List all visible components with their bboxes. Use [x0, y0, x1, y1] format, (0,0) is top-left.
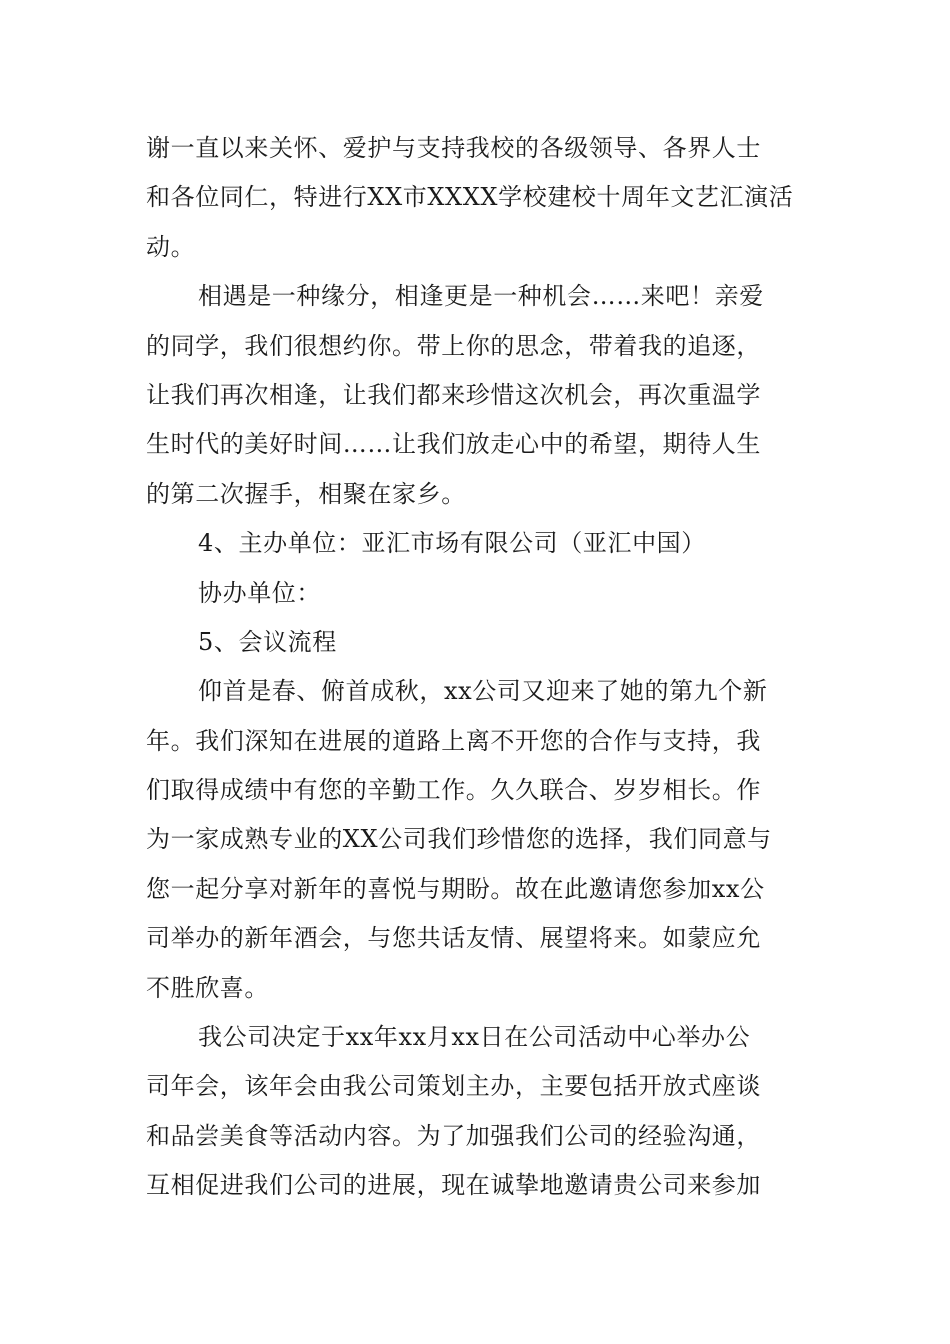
- text-line: 互相促进我们公司的进展，现在诚挚地邀请贵公司来参加: [146, 1171, 761, 1200]
- text-line: 让我们再次相逢，让我们都来珍惜这次机会，再次重温学: [146, 380, 761, 409]
- text-line: 为一家成熟专业的XX公司我们珍惜您的选择，我们同意与: [146, 825, 772, 854]
- text-line: 动。: [146, 232, 196, 261]
- paragraph-first-line: 仰首是春、俯首成秋，xx公司又迎来了她的第九个新: [198, 677, 768, 706]
- paragraph-first-line: 相遇是一种缘分，相逢更是一种机会……来吧！亲爱: [198, 282, 764, 311]
- text-line: 的同学，我们很想约你。带上你的思念，带着我的追逐，: [146, 331, 761, 360]
- organizer-line: 4、主办单位：亚汇市场有限公司（亚汇中国）: [198, 529, 706, 558]
- text-line: 不胜欣喜。: [146, 973, 269, 1002]
- text-line: 年。我们深知在进展的道路上离不开您的合作与支持，我: [146, 726, 761, 755]
- text-line: 的第二次握手，相聚在家乡。: [146, 479, 466, 508]
- text-line: 和各位同仁，特进行XX市XXXX学校建校十周年文艺汇演活: [146, 183, 794, 212]
- text-line: 司举办的新年酒会，与您共话友情、展望将来。如蒙应允: [146, 924, 761, 953]
- text-line: 谢一直以来关怀、爱护与支持我校的各级领导、各界人士: [146, 134, 761, 162]
- meeting-process-heading: 5、会议流程: [198, 627, 337, 656]
- text-line: 们取得成绩中有您的辛勤工作。久久联合、岁岁相长。作: [146, 776, 761, 805]
- text-line: 和品尝美食等活动内容。为了加强我们公司的经验沟通，: [146, 1121, 761, 1150]
- co-organizer-line: 协办单位：: [198, 578, 321, 607]
- text-line: 生时代的美好时间……让我们放走心中的希望，期待人生: [146, 430, 761, 459]
- paragraph-first-line: 我公司决定于xx年xx月xx日在公司活动中心举办公: [198, 1023, 751, 1052]
- document-body: [146, 128, 806, 1215]
- text-line: 司年会，该年会由我公司策划主办，主要包括开放式座谈: [146, 1072, 761, 1101]
- text-line: 您一起分享对新年的喜悦与期盼。故在此邀请您参加xx公: [146, 874, 765, 903]
